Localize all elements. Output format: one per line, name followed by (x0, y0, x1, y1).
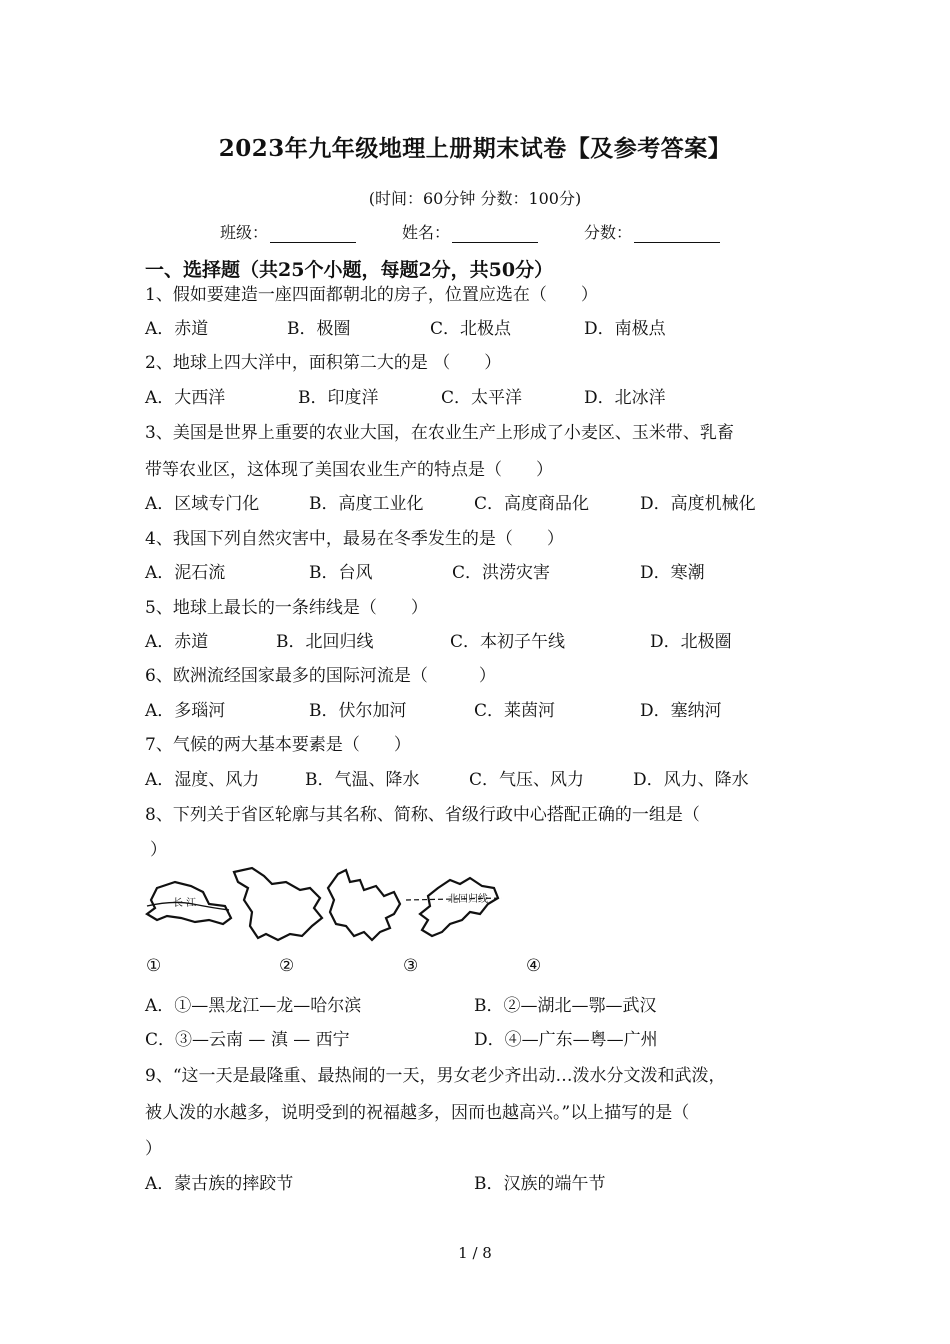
score-field (584, 220, 720, 243)
option: B．②—湖北—鄂—武汉 (474, 996, 657, 1016)
map-number-4: ④ (526, 956, 542, 976)
option: C．莱茵河 (474, 701, 556, 721)
question-stem: 5、地球上最长的一条纬线是（ ） (145, 598, 428, 618)
option: C．本初子午线 (450, 632, 566, 652)
option: A．赤道 (145, 632, 209, 652)
score-blank[interactable] (634, 224, 720, 243)
map-label-tropic: 北回归线 (448, 894, 488, 905)
option: A．湿度、风力 (145, 770, 260, 790)
question-stem-cont: ） (145, 1139, 162, 1159)
option: D．塞纳河 (640, 701, 722, 721)
option: A．区域专门化 (145, 494, 260, 514)
option: B．高度工业化 (309, 494, 424, 514)
map-number-1: ① (146, 956, 162, 976)
option: D．北冰洋 (584, 388, 666, 408)
class-field (220, 220, 356, 243)
page-title: 2023年九年级地理上册期末试卷【及参考答案】 (218, 135, 732, 162)
score-label: 分数： (584, 223, 633, 242)
question-stem: 6、欧洲流经国家最多的国际河流是（ ） (145, 666, 496, 686)
province-outline-map-2 (228, 864, 328, 944)
section-title: 一、选择题（共25个小题，每题2分，共50分） (145, 259, 554, 281)
question-stem-cont: ） (150, 840, 167, 860)
option: C．太平洋 (441, 388, 523, 408)
option: C．高度商品化 (474, 494, 590, 514)
exam-meta: (时间：60分钟 分数：100分) (368, 189, 582, 208)
option: B．极圈 (287, 319, 351, 339)
question-stem: 2、地球上四大洋中，面积第二大的是 （ ） (145, 353, 502, 373)
option: D．高度机械化 (640, 494, 756, 514)
option: B．汉族的端午节 (474, 1174, 606, 1194)
question-stem: 8、下列关于省区轮廓与其名称、简称、省级行政中心搭配正确的一组是（ (145, 805, 700, 825)
option: A．赤道 (145, 319, 209, 339)
province-outline-map-4 (404, 870, 504, 940)
option: D．④—广东—粤—广州 (474, 1030, 658, 1050)
option: C．洪涝灾害 (452, 563, 551, 583)
province-outline-map-1 (143, 870, 233, 930)
option: A．多瑙河 (145, 701, 226, 721)
option: B．伏尔加河 (309, 701, 407, 721)
option: D．风力、降水 (633, 770, 749, 790)
map-label-yangtze: 长 江 (173, 898, 197, 909)
question-stem: 9、“这一天是最隆重、最热闹的一天，男女老少齐出动…泼水分文泼和武泼， (145, 1066, 726, 1086)
option: D．寒潮 (640, 563, 705, 583)
option: C．气压、风力 (469, 770, 585, 790)
option: A．①—黑龙江—龙—哈尔滨 (145, 996, 362, 1016)
option: A．大西洋 (145, 388, 226, 408)
option: A．蒙古族的摔跤节 (145, 1174, 294, 1194)
question-stem: 3、美国是世界上重要的农业大国，在农业生产上形成了小麦区、玉米带、乳畜 (145, 423, 734, 443)
option: D．北极圈 (650, 632, 732, 652)
name-field (402, 220, 538, 243)
class-label: 班级： (220, 223, 269, 242)
page-number: 1 / 8 (458, 1244, 492, 1262)
option: B．印度洋 (298, 388, 379, 408)
option: C．北极点 (430, 319, 512, 339)
question-stem: 1、假如要建造一座四面都朝北的房子，位置应选在（ ） (145, 285, 598, 305)
option: B．北回归线 (276, 632, 374, 652)
option: B．台风 (309, 563, 373, 583)
option: B．气温、降水 (305, 770, 420, 790)
question-stem-cont: 带等农业区，这体现了美国农业生产的特点是（ ） (145, 460, 553, 480)
name-blank[interactable] (452, 224, 538, 243)
name-label: 姓名： (402, 223, 451, 242)
class-blank[interactable] (270, 224, 356, 243)
province-outline-map-3 (324, 866, 404, 946)
option: C．③—云南 — 滇 — 西宁 (145, 1030, 350, 1050)
map-number-2: ② (279, 956, 295, 976)
map-number-3: ③ (403, 956, 419, 976)
option: A．泥石流 (145, 563, 226, 583)
question-stem-cont: 被人泼的水越多，说明受到的祝福越多，因而也越高兴。”以上描写的是（ (145, 1103, 690, 1123)
question-stem: 4、我国下列自然灾害中，最易在冬季发生的是（ ） (145, 529, 564, 549)
question-stem: 7、气候的两大基本要素是（ ） (145, 735, 411, 755)
option: D．南极点 (584, 319, 666, 339)
